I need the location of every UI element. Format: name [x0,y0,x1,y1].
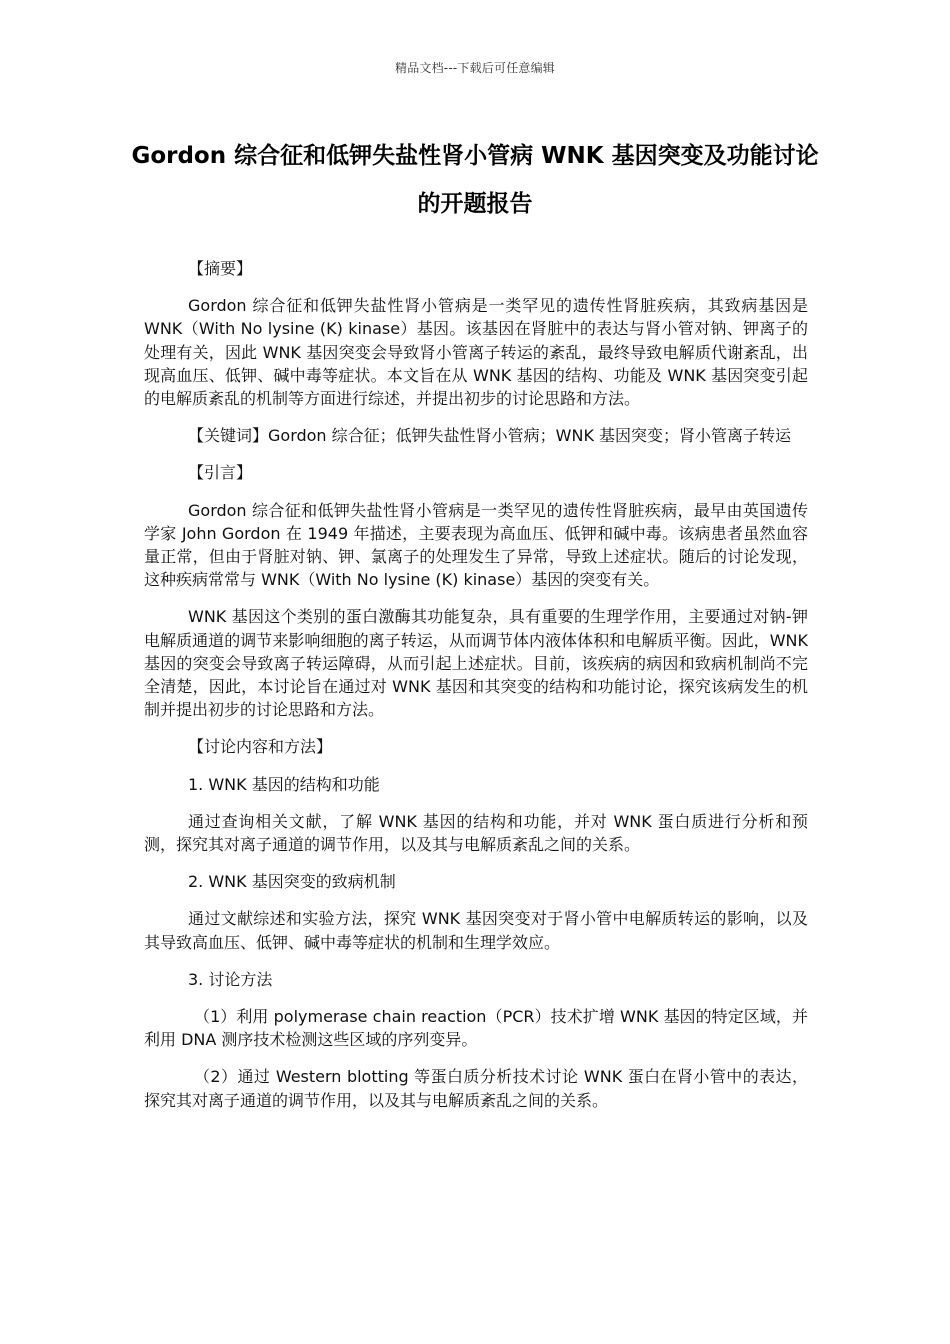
item-1-heading: 1. WNK 基因的结构和功能 [188,774,380,794]
item-1-paragraph: 通过查询相关文献，了解 WNK 基因的结构和功能，并对 WNK 蛋白质进行分析和预测，探究其对离子通道的调节作用，以及其与电解质紊乱之间的关系。 [144,811,808,855]
intro-heading: 【引言】 [188,463,253,483]
document-title: Gordon 综合征和低钾失盐性肾小管病 WNK 基因突变及功能讨论的开题报告 [131,143,819,217]
abstract-heading: 【摘要】 [188,259,253,278]
abstract-paragraph: Gordon 综合征和低钾失盐性肾小管病是一类罕见的遗传性肾脏疾病，其致病基因是 WNK（With No lysine (K) kinase）基因。该基因在肾脏中的表达与肾小管对钠、钾离子的处理有关，因此 WNK 基因突变会导致肾小管离子转运的紊乱，最终导致电解质代谢紊乱，出现高血压、低钾、碱中毒等症状。本文旨在从 WNK 基因的结构、功能及 WNK 基因突变引起的电解质紊乱的机制等方面进行综述，并提出初步的讨论思路和方法。 [144,296,808,409]
methods-heading: 【讨论内容和方法】 [188,737,333,757]
intro-paragraph-2: WNK 基因这个类别的蛋白激酶其功能复杂，具有重要的生理学作用，主要通过对钠-钾电解质通道的调节来影响细胞的离子转运，从而调节体内液体体积和电解质平衡。因此，WNK 基因的突变会导致离子转运障碍，从而引起上述症状。目前，该疾病的病因和致病机制尚不完全清楚，因此，本讨论旨在通过对 WNK 基因和其突变的结构和功能讨论，探究该病发生的机制并提出初步的讨论思路和方法。 [144,607,808,720]
keywords-paragraph: 【关键词】Gordon 综合征；低钾失盐性肾小管病；WNK 基因突变；肾小管离子转运 [188,426,792,446]
item-2-heading: 2. WNK 基因突变的致病机制 [188,872,396,892]
document-body [144,257,808,1126]
header-note: 精品文档---下载后可任意编辑 [395,61,555,75]
item-3-sub-2: （2）通过 Western blotting 等蛋白质分析技术讨论 WNK 蛋白在肾小管中的表达，探究其对离子通道的调节作用，以及其与电解质紊乱之间的关系。 [144,1067,808,1110]
item-3-heading: 3. 讨论方法 [188,969,273,989]
item-2-paragraph: 通过文献综述和实验方法，探究 WNK 基因突变对于肾小管中电解质转运的影响，以及其导致高血压、低钾、碱中毒等症状的机制和生理学效应。 [144,909,808,952]
intro-paragraph-1: Gordon 综合征和低钾失盐性肾小管病是一类罕见的遗传性肾脏疾病，最早由英国遗传学家 John Gordon 在 1949 年描述，主要表现为高血压、低钾和碱中毒。该病患者虽然血容量正常，但由于肾脏对钠、钾、氯离子的处理发生了异常，导致上述症状。随后的讨论发现，这种疾病常常与 WNK（With No lysine (K) kinase）基因的突变有关。 [144,500,808,590]
item-3-sub-1: （1）利用 polymerase chain reaction（PCR）技术扩增 WNK 基因的特定区域，并利用 DNA 测序技术检测这些区域的序列变异。 [144,1007,808,1050]
